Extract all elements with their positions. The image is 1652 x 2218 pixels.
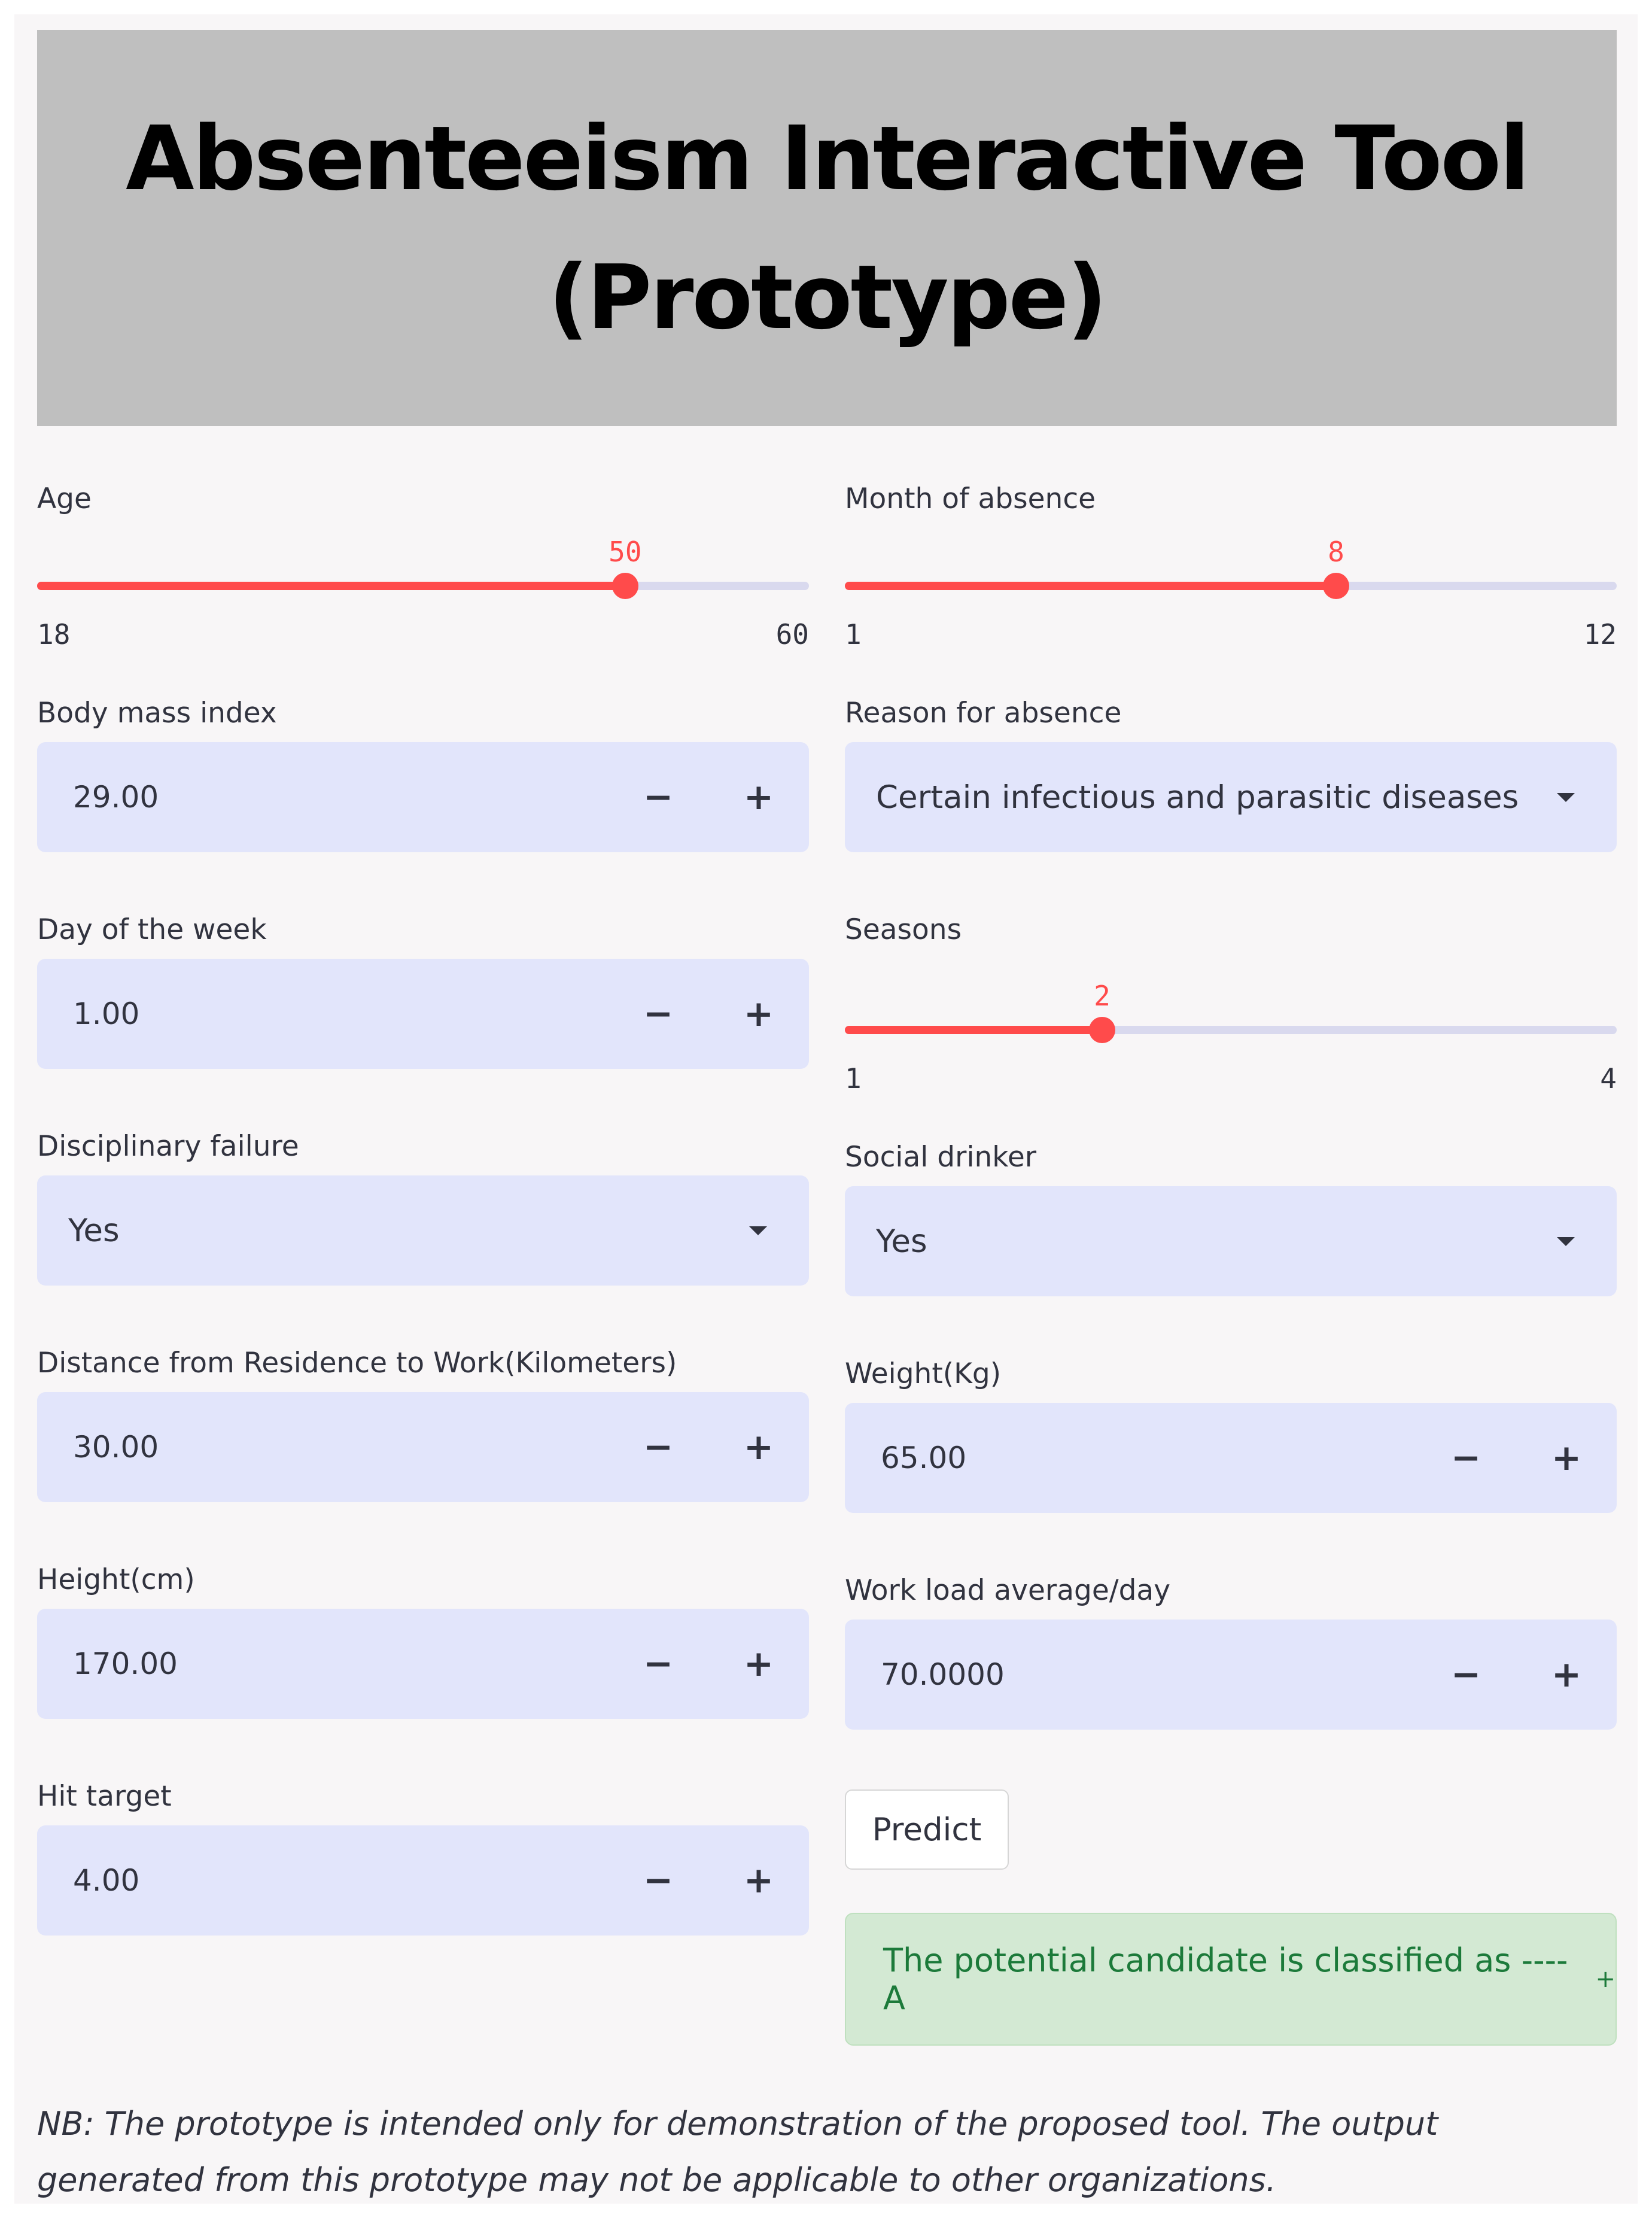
seasons-slider-track[interactable] <box>845 1026 1617 1034</box>
app-container <box>14 14 1638 2204</box>
age-slider-min: 18 <box>37 618 71 651</box>
chevron-down-icon[interactable] <box>749 1226 767 1235</box>
seasons-slider[interactable] <box>845 979 1617 1099</box>
social-drinker-label: Social drinker <box>845 1141 1037 1174</box>
age-slider-max: 60 <box>775 618 809 651</box>
height-value[interactable]: 170.00 <box>73 1646 178 1681</box>
weight-input[interactable] <box>845 1403 1617 1513</box>
height-increment-button[interactable]: + <box>743 1643 774 1685</box>
weight-value[interactable]: 65.00 <box>881 1441 967 1475</box>
month-of-absence-label: Month of absence <box>845 482 1096 515</box>
work-load-label: Work load average/day <box>845 1574 1171 1607</box>
work-load-value[interactable]: 70.0000 <box>881 1657 1005 1692</box>
day-of-week-increment-button[interactable]: + <box>743 993 774 1035</box>
month-of-absence-slider-min: 1 <box>845 618 862 651</box>
day-of-week-input[interactable] <box>37 959 809 1069</box>
day-of-week-decrement-button[interactable]: − <box>643 993 674 1035</box>
social-drinker-select[interactable] <box>845 1186 1617 1296</box>
work-load-decrement-button[interactable]: − <box>1450 1654 1481 1696</box>
seasons-slider-fill <box>845 1026 1102 1034</box>
work-load-increment-button[interactable]: + <box>1551 1654 1582 1696</box>
body-mass-index-value[interactable]: 29.00 <box>73 780 159 815</box>
seasons-slider-value: 2 <box>1094 980 1111 1012</box>
age-slider-fill <box>37 582 625 590</box>
chevron-down-icon[interactable] <box>1557 793 1575 802</box>
distance-increment-button[interactable]: + <box>743 1426 774 1468</box>
seasons-slider-thumb[interactable] <box>1089 1017 1115 1043</box>
disciplinary-failure-select[interactable] <box>37 1175 809 1286</box>
body-mass-index-decrement-button[interactable]: − <box>643 776 674 818</box>
height-label: Height(cm) <box>37 1563 195 1596</box>
hit-target-value[interactable]: 4.00 <box>73 1863 140 1898</box>
age-slider-value: 50 <box>609 536 642 568</box>
title-banner <box>37 30 1617 426</box>
hit-target-label: Hit target <box>37 1780 172 1813</box>
predict-button[interactable]: Predict <box>845 1789 1009 1870</box>
prediction-result-alert <box>845 1913 1617 2046</box>
hit-target-increment-button[interactable]: + <box>743 1860 774 1901</box>
distance-decrement-button[interactable]: − <box>643 1426 674 1468</box>
body-mass-index-label: Body mass index <box>37 697 277 730</box>
weight-label: Weight(Kg) <box>845 1357 1002 1390</box>
seasons-slider-min: 1 <box>845 1062 862 1095</box>
month-of-absence-slider-value: 8 <box>1328 536 1344 568</box>
disciplinary-failure-label: Disciplinary failure <box>37 1130 299 1163</box>
distance-input[interactable] <box>37 1392 809 1502</box>
month-of-absence-slider[interactable] <box>845 535 1617 655</box>
reason-for-absence-select[interactable] <box>845 742 1617 852</box>
age-slider-thumb[interactable] <box>612 573 638 599</box>
weight-increment-button[interactable]: + <box>1551 1437 1582 1479</box>
prediction-result-text: The potential candidate is classified as ---- A <box>883 1941 1568 2017</box>
work-load-input[interactable] <box>845 1620 1617 1730</box>
disciplinary-failure-selected-value: Yes <box>68 1212 120 1249</box>
month-of-absence-slider-max: 12 <box>1583 618 1617 651</box>
day-of-week-value[interactable]: 1.00 <box>73 996 140 1031</box>
weight-decrement-button[interactable]: − <box>1450 1437 1481 1479</box>
month-of-absence-slider-thumb[interactable] <box>1323 573 1349 599</box>
reason-for-absence-selected-value: Certain infectious and parasitic diseases <box>876 779 1519 816</box>
day-of-week-label: Day of the week <box>37 913 267 946</box>
month-of-absence-slider-track[interactable] <box>845 582 1617 590</box>
month-of-absence-slider-fill <box>845 582 1336 590</box>
prediction-grade-suffix: + <box>1595 1965 1616 1993</box>
height-input[interactable] <box>37 1609 809 1719</box>
reason-for-absence-label: Reason for absence <box>845 697 1122 730</box>
hit-target-decrement-button[interactable]: − <box>643 1860 674 1901</box>
disclaimer-footnote: NB: The prototype is intended only for demonstration of the proposed tool. The output generated from this prototype may not be applicable to other organizations. <box>37 2105 1438 2199</box>
distance-value[interactable]: 30.00 <box>73 1430 159 1465</box>
distance-label: Distance from Residence to Work(Kilometers) <box>37 1347 677 1380</box>
age-label: Age <box>37 482 92 515</box>
age-slider-track[interactable] <box>37 582 809 590</box>
chevron-down-icon[interactable] <box>1557 1237 1575 1246</box>
page-title: Absenteeism Interactive Tool (Prototype) <box>126 107 1528 349</box>
social-drinker-selected-value: Yes <box>876 1223 927 1260</box>
age-slider[interactable] <box>37 535 809 655</box>
body-mass-index-increment-button[interactable]: + <box>743 776 774 818</box>
hit-target-input[interactable] <box>37 1825 809 1936</box>
body-mass-index-input[interactable] <box>37 742 809 852</box>
height-decrement-button[interactable]: − <box>643 1643 674 1685</box>
seasons-label: Seasons <box>845 913 962 946</box>
seasons-slider-max: 4 <box>1600 1062 1617 1095</box>
